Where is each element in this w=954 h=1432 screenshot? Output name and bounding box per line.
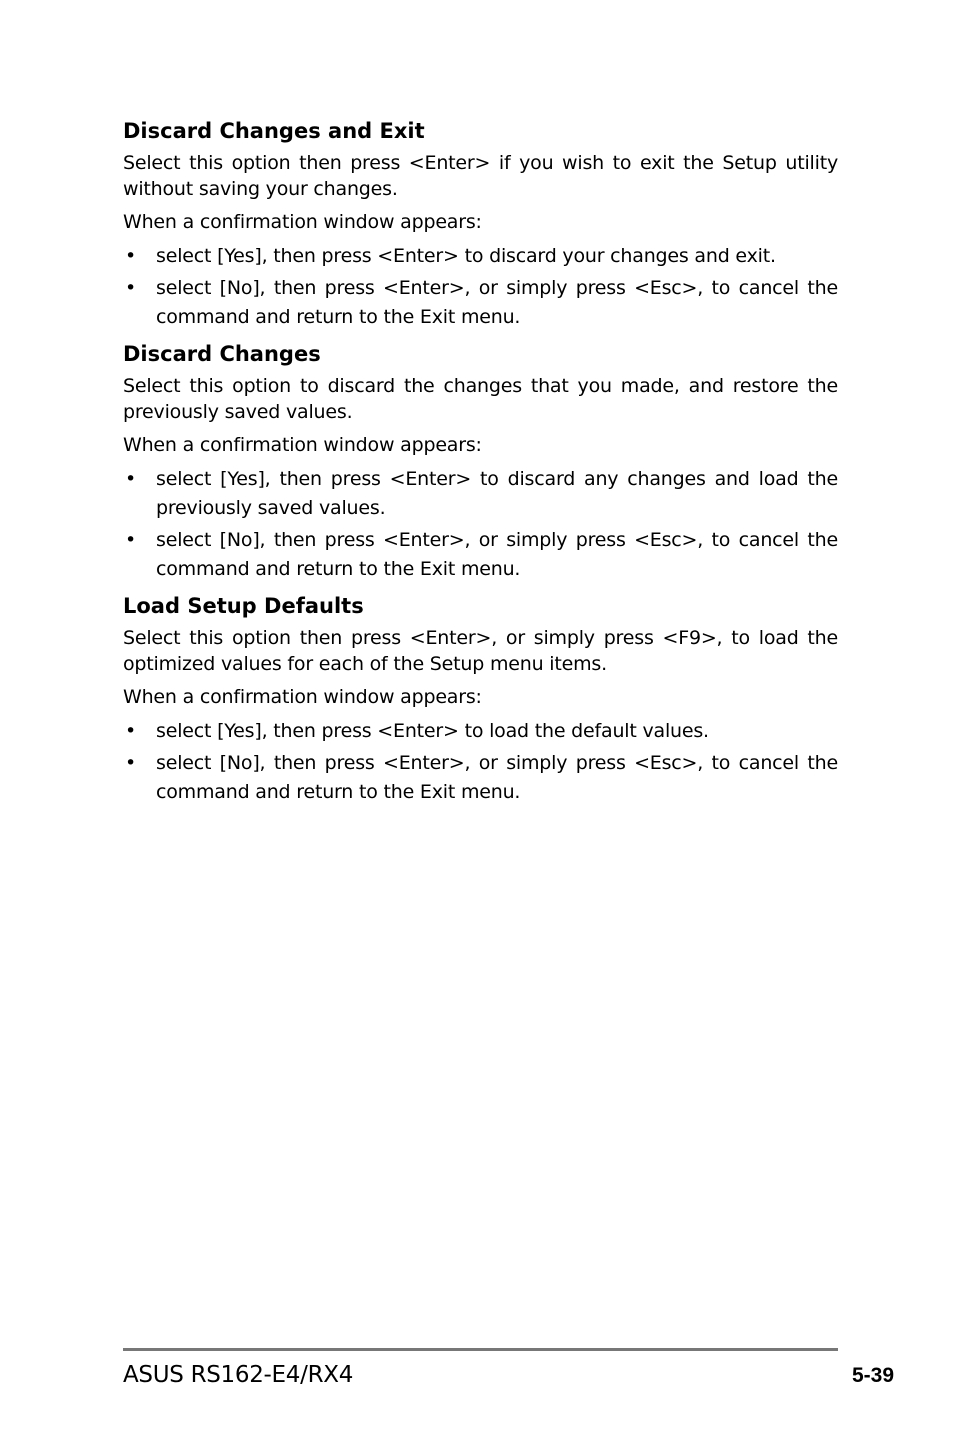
section-description: Select this option to discard the changes that you made, and restore the previously saved values. (123, 375, 838, 423)
section-title: Discard Changes and Exit (123, 119, 425, 143)
section-description: Select this option then press <Enter> if you wish to exit the Setup utility without saving your changes. (123, 152, 838, 200)
confirm-intro: When a confirmation window appears: (123, 686, 482, 708)
bullet-list (123, 465, 838, 584)
bullet-icon: • (125, 245, 137, 267)
list-item-text: select [Yes], then press <Enter> to load the default values. (156, 720, 709, 742)
bullet-icon: • (125, 468, 137, 490)
section-title: Discard Changes (123, 342, 321, 366)
list-item-text: select [Yes], then press <Enter> to discard your changes and exit. (156, 245, 776, 267)
section-description: Select this option then press <Enter>, or simply press <F9>, to load the optimized values for each of the Setup menu items. (123, 627, 838, 675)
confirm-intro: When a confirmation window appears: (123, 434, 482, 456)
list-item-text: select [No], then press <Enter>, or simply press <Esc>, to cancel the command and return to the Exit menu. (156, 752, 838, 803)
list-item-text: select [No], then press <Enter>, or simply press <Esc>, to cancel the command and return to the Exit menu. (156, 277, 838, 328)
footer-divider (123, 1348, 838, 1351)
footer-product-name: ASUS RS162-E4/RX4 (123, 1362, 354, 1388)
section-load-setup-defaults (123, 591, 838, 807)
list-item (123, 274, 838, 332)
bullet-list (123, 242, 838, 332)
section-discard-changes (123, 339, 838, 584)
list-item (123, 717, 838, 746)
bullet-icon: • (125, 720, 137, 742)
list-item (123, 526, 838, 584)
bullet-icon: • (125, 277, 137, 299)
bullet-icon: • (125, 752, 137, 774)
bullet-list (123, 717, 838, 807)
section-discard-changes-and-exit (123, 116, 838, 332)
list-item (123, 242, 838, 271)
bullet-icon: • (125, 529, 137, 551)
list-item-text: select [Yes], then press <Enter> to discard any changes and load the previously saved values. (156, 468, 838, 519)
list-item (123, 749, 838, 807)
section-title: Load Setup Defaults (123, 594, 364, 618)
confirm-intro: When a confirmation window appears: (123, 211, 482, 233)
footer-page-number: 5-39 (851, 1364, 894, 1387)
list-item (123, 465, 838, 523)
list-item-text: select [No], then press <Enter>, or simply press <Esc>, to cancel the command and return to the Exit menu. (156, 529, 838, 580)
page-content (123, 116, 838, 814)
